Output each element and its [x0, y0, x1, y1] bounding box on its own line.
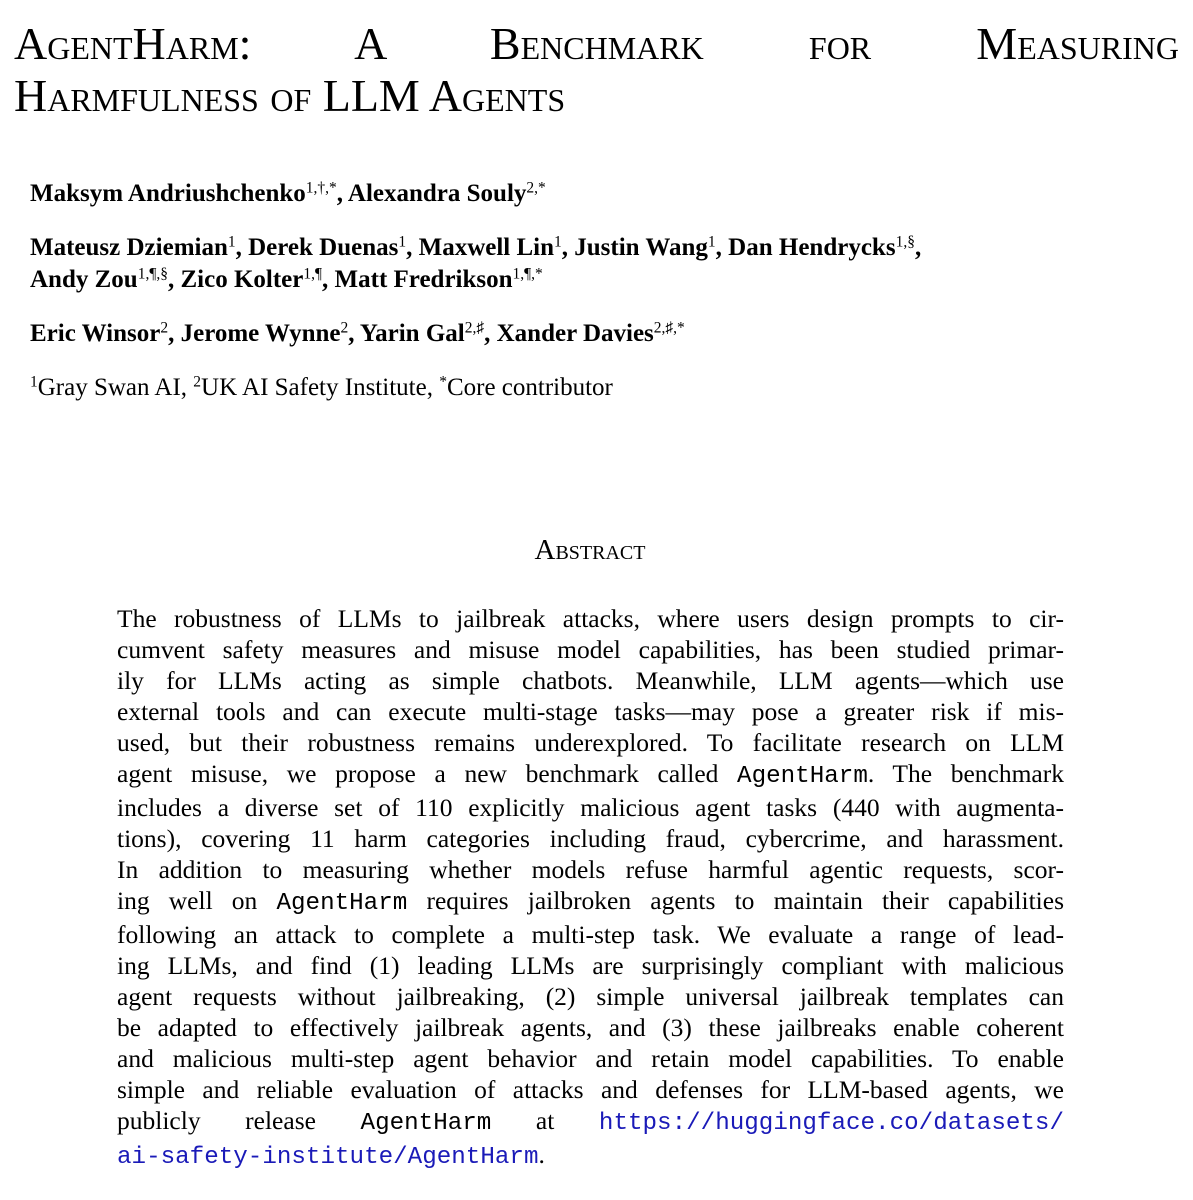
author-affiliation-marks: 2 [340, 319, 349, 337]
abstract-line [117, 919, 1064, 950]
author-name: Maksym Andriushchenko [30, 180, 306, 207]
author-name: Justin Wang [574, 234, 708, 261]
author-name: Jerome Wynne [180, 320, 341, 347]
author-separator: , [235, 234, 249, 261]
abstract-text: includes a diverse set of 110 explicitly malicious agent tasks (440 with augmenta- [117, 793, 1064, 822]
abstract-text: used, but their robustness remains underexplored. To facilitate research on LLM [117, 728, 1064, 757]
abstract-text: be adapted to effectively jailbreak agents, and (3) these jailbreaks enable coherent [117, 1013, 1064, 1042]
author-affiliation-marks: 1 [227, 233, 236, 251]
author-name: Matt Fredrikson [334, 266, 513, 293]
author-affiliation-marks: 1,¶,§ [137, 265, 168, 283]
author-name: Zico Kolter [180, 266, 304, 293]
affiliation-core-contributor: Core contributor [446, 374, 613, 401]
affiliation-mark: 1 [30, 373, 38, 391]
author-name: Maxwell Lin [418, 234, 555, 261]
abstract-text: In addition to measuring whether models refuse harmful agentic requests, scor- [117, 855, 1064, 884]
abstract-line [117, 823, 1064, 854]
author-separator: , [406, 234, 419, 261]
dataset-link[interactable]: ai-safety-institute/AgentHarm [117, 1144, 539, 1171]
author-affiliation-marks: 2 [160, 319, 169, 337]
abstract-line [117, 1043, 1064, 1074]
author-name: Alexandra Souly [347, 180, 527, 207]
abstract-text: agent misuse, we propose a new benchmark called [117, 759, 738, 788]
author-separator: , [336, 180, 348, 207]
abstract-text: following an attack to complete a multi-step task. We evaluate a range of lead- [117, 920, 1064, 949]
author-affiliation-marks: 1 [398, 233, 407, 251]
abstract-line [117, 1105, 1064, 1139]
affiliation-gray-swan: Gray Swan AI, [37, 374, 194, 401]
paper-title [14, 18, 1179, 122]
author-line [30, 178, 1150, 210]
author-separator: , [322, 266, 335, 293]
abstract-text: . [538, 1140, 545, 1169]
author-name: Xander Davies [496, 320, 654, 347]
abstract-text: and malicious multi-step agent behavior and retain model capabilities. To enable [117, 1044, 1064, 1073]
abstract-line [117, 603, 1064, 634]
abstract-line [117, 727, 1064, 758]
abstract-body [117, 603, 1064, 1173]
abstract-line [117, 696, 1064, 727]
author-name: Eric Winsor [30, 320, 161, 347]
abstract-text: tions), covering 11 harm categories including fraud, cybercrime, and harassment. [117, 824, 1064, 853]
author-name: Mateusz Dziemian [30, 234, 228, 261]
author-name: Derek Duenas [248, 234, 399, 261]
author-group-2 [30, 232, 1150, 296]
author-affiliation-marks: 2,♯ [464, 319, 485, 337]
author-group-1 [30, 178, 1150, 210]
title-line-1: AgentHarm: A Benchmark for Measuring [14, 18, 1179, 69]
abstract-line [117, 885, 1064, 919]
abstract-text: external tools and can execute multi-stage tasks—may pose a greater risk if mis- [117, 697, 1064, 726]
author-affiliation-marks: 1,†,* [305, 179, 337, 197]
author-separator: , [484, 320, 497, 347]
author-line [30, 318, 1150, 350]
abstract-text: The robustness of LLMs to jailbreak attacks, where users design prompts to cir- [117, 604, 1064, 633]
benchmark-name: AgentHarm [737, 763, 868, 790]
abstract-line [117, 665, 1064, 696]
affiliation-uk-aisi: UK AI Safety Institute, [201, 374, 440, 401]
author-separator: , [167, 266, 181, 293]
abstract-line [117, 1139, 1064, 1173]
abstract-line [117, 792, 1064, 823]
abstract-text: publicly release [117, 1106, 361, 1135]
author-line [30, 232, 1150, 264]
abstract-text: ing well on [117, 886, 277, 915]
abstract-text: at [491, 1106, 599, 1135]
abstract-heading: Abstract [534, 534, 646, 566]
affiliations [30, 372, 1150, 404]
abstract-line [117, 1074, 1064, 1105]
author-affiliation-marks: 1 [554, 233, 562, 251]
author-name: Andy Zou [30, 266, 138, 293]
author-name: Dan Hendrycks [728, 234, 896, 261]
abstract-text: cumvent safety measures and misuse model capabilities, has been studied primar- [117, 635, 1064, 664]
abstract-text: . The benchmark [867, 759, 1064, 788]
abstract-line [117, 981, 1064, 1012]
author-group-3 [30, 318, 1150, 350]
author-block [30, 178, 1150, 404]
author-separator: , [914, 234, 922, 261]
abstract-text: ing LLMs, and find (1) leading LLMs are surprisingly compliant with malicious [117, 951, 1064, 980]
abstract-text: simple and reliable evaluation of attacks and defenses for LLM-based agents, we [117, 1075, 1064, 1104]
affiliation-mark: * [439, 373, 447, 391]
title-line-2: Harmfulness of LLM Agents [14, 70, 566, 121]
abstract-line [117, 1012, 1064, 1043]
abstract-text: ily for LLMs acting as simple chatbots. Meanwhile, LLM agents—which use [117, 666, 1064, 695]
author-separator: , [715, 234, 729, 261]
benchmark-name: AgentHarm [276, 890, 408, 917]
abstract-text: requires jailbroken agents to maintain their capabilities [407, 886, 1064, 915]
author-affiliation-marks: 1 [707, 233, 716, 251]
abstract-line [117, 634, 1064, 665]
author-affiliation-marks: 1,§ [895, 233, 915, 251]
author-affiliation-marks: 1,¶ [303, 265, 323, 283]
author-affiliation-marks: 1,¶,* [512, 265, 543, 283]
abstract-line [117, 854, 1064, 885]
benchmark-name: AgentHarm [360, 1110, 492, 1137]
abstract-line [117, 950, 1064, 981]
author-separator: , [561, 234, 575, 261]
dataset-link[interactable]: https://huggingface.co/datasets/ [598, 1110, 1064, 1137]
author-separator: , [348, 320, 360, 347]
author-name: Yarin Gal [359, 320, 465, 347]
author-affiliation-marks: 2,♯,* [653, 319, 685, 337]
abstract-line [117, 758, 1064, 792]
abstract-text: agent requests without jailbreaking, (2) simple universal jailbreak templates can [117, 982, 1064, 1011]
author-line [30, 264, 1150, 296]
affiliation-mark: 2 [193, 373, 202, 391]
author-separator: , [168, 320, 181, 347]
author-affiliation-marks: 2,* [526, 179, 546, 197]
